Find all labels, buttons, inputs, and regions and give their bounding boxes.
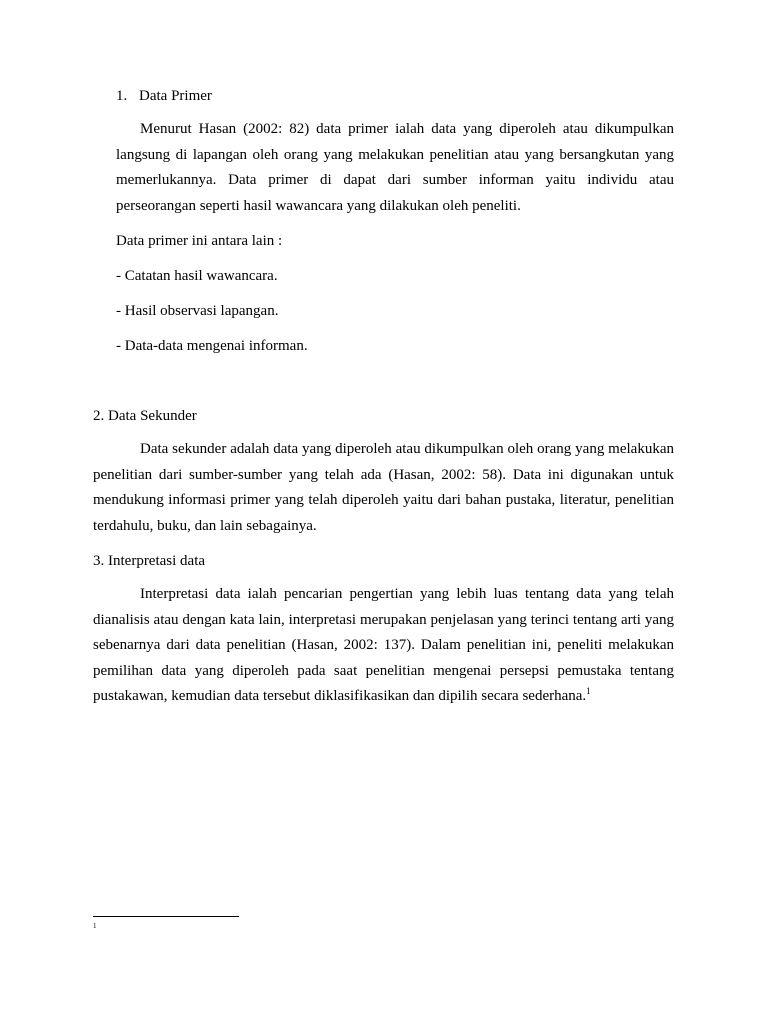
section1-heading-text: Data Primer [139,88,212,104]
section3-paragraph [93,582,674,710]
list-item: - Data-data mengenai informan. [116,338,308,354]
list-item: - Catatan hasil wawancara. [116,268,278,284]
list-item: - Hasil observasi lapangan. [116,303,279,319]
section1-number: 1. [116,88,128,104]
section3-heading: 3. Interpretasi data [93,553,206,569]
section1-list-intro: Data primer ini antara lain : [116,233,283,249]
section1-paragraph: Menurut Hasan (2002: 82) data primer ialah data yang diperoleh atau dikumpulkan langsung di lapangan oleh orang yang melakukan penelitian atau yang bersangkutan yang memerlukannya. Data primer di dapat dari sumber informan yaitu individu atau perseorangan seperti hasil wawancara yang dilakukan oleh peneliti. [116,121,674,214]
footnote-reference[interactable]: 1 [586,686,591,696]
footnote-separator [93,916,239,917]
section1-heading [116,87,212,105]
section3-paragraph-text: Interpretasi data ialah pencarian pengertian yang lebih luas tentang data yang telah dianalisis atau dengan kata lain, interpretasi merupakan penjelasan yang terinci tentang arti yang sebenarnya dari data penelitian (Hasan, 2002: 137). Dalam penelitian ini, peneliti melakukan pemilihan data yang diperoleh pada saat penelitian mengenai persepsi pemustaka tentang pustakawan, kemudian data tersebut diklasifikasikan dan dipilih secara sederhana. [93,586,674,704]
section2-paragraph: Data sekunder adalah data yang diperoleh atau dikumpulkan oleh orang yang melakukan penelitian dari sumber-sumber yang telah ada (Hasan, 2002: 58). Data ini digunakan untuk mendukung informasi primer yang telah diperoleh yaitu dari bahan pustaka, literatur, penelitian terdahulu, buku, dan lain sebagainya. [93,441,674,534]
footnote-mark: 1 [93,922,97,930]
section2-heading: 2. Data Sekunder [93,408,197,424]
